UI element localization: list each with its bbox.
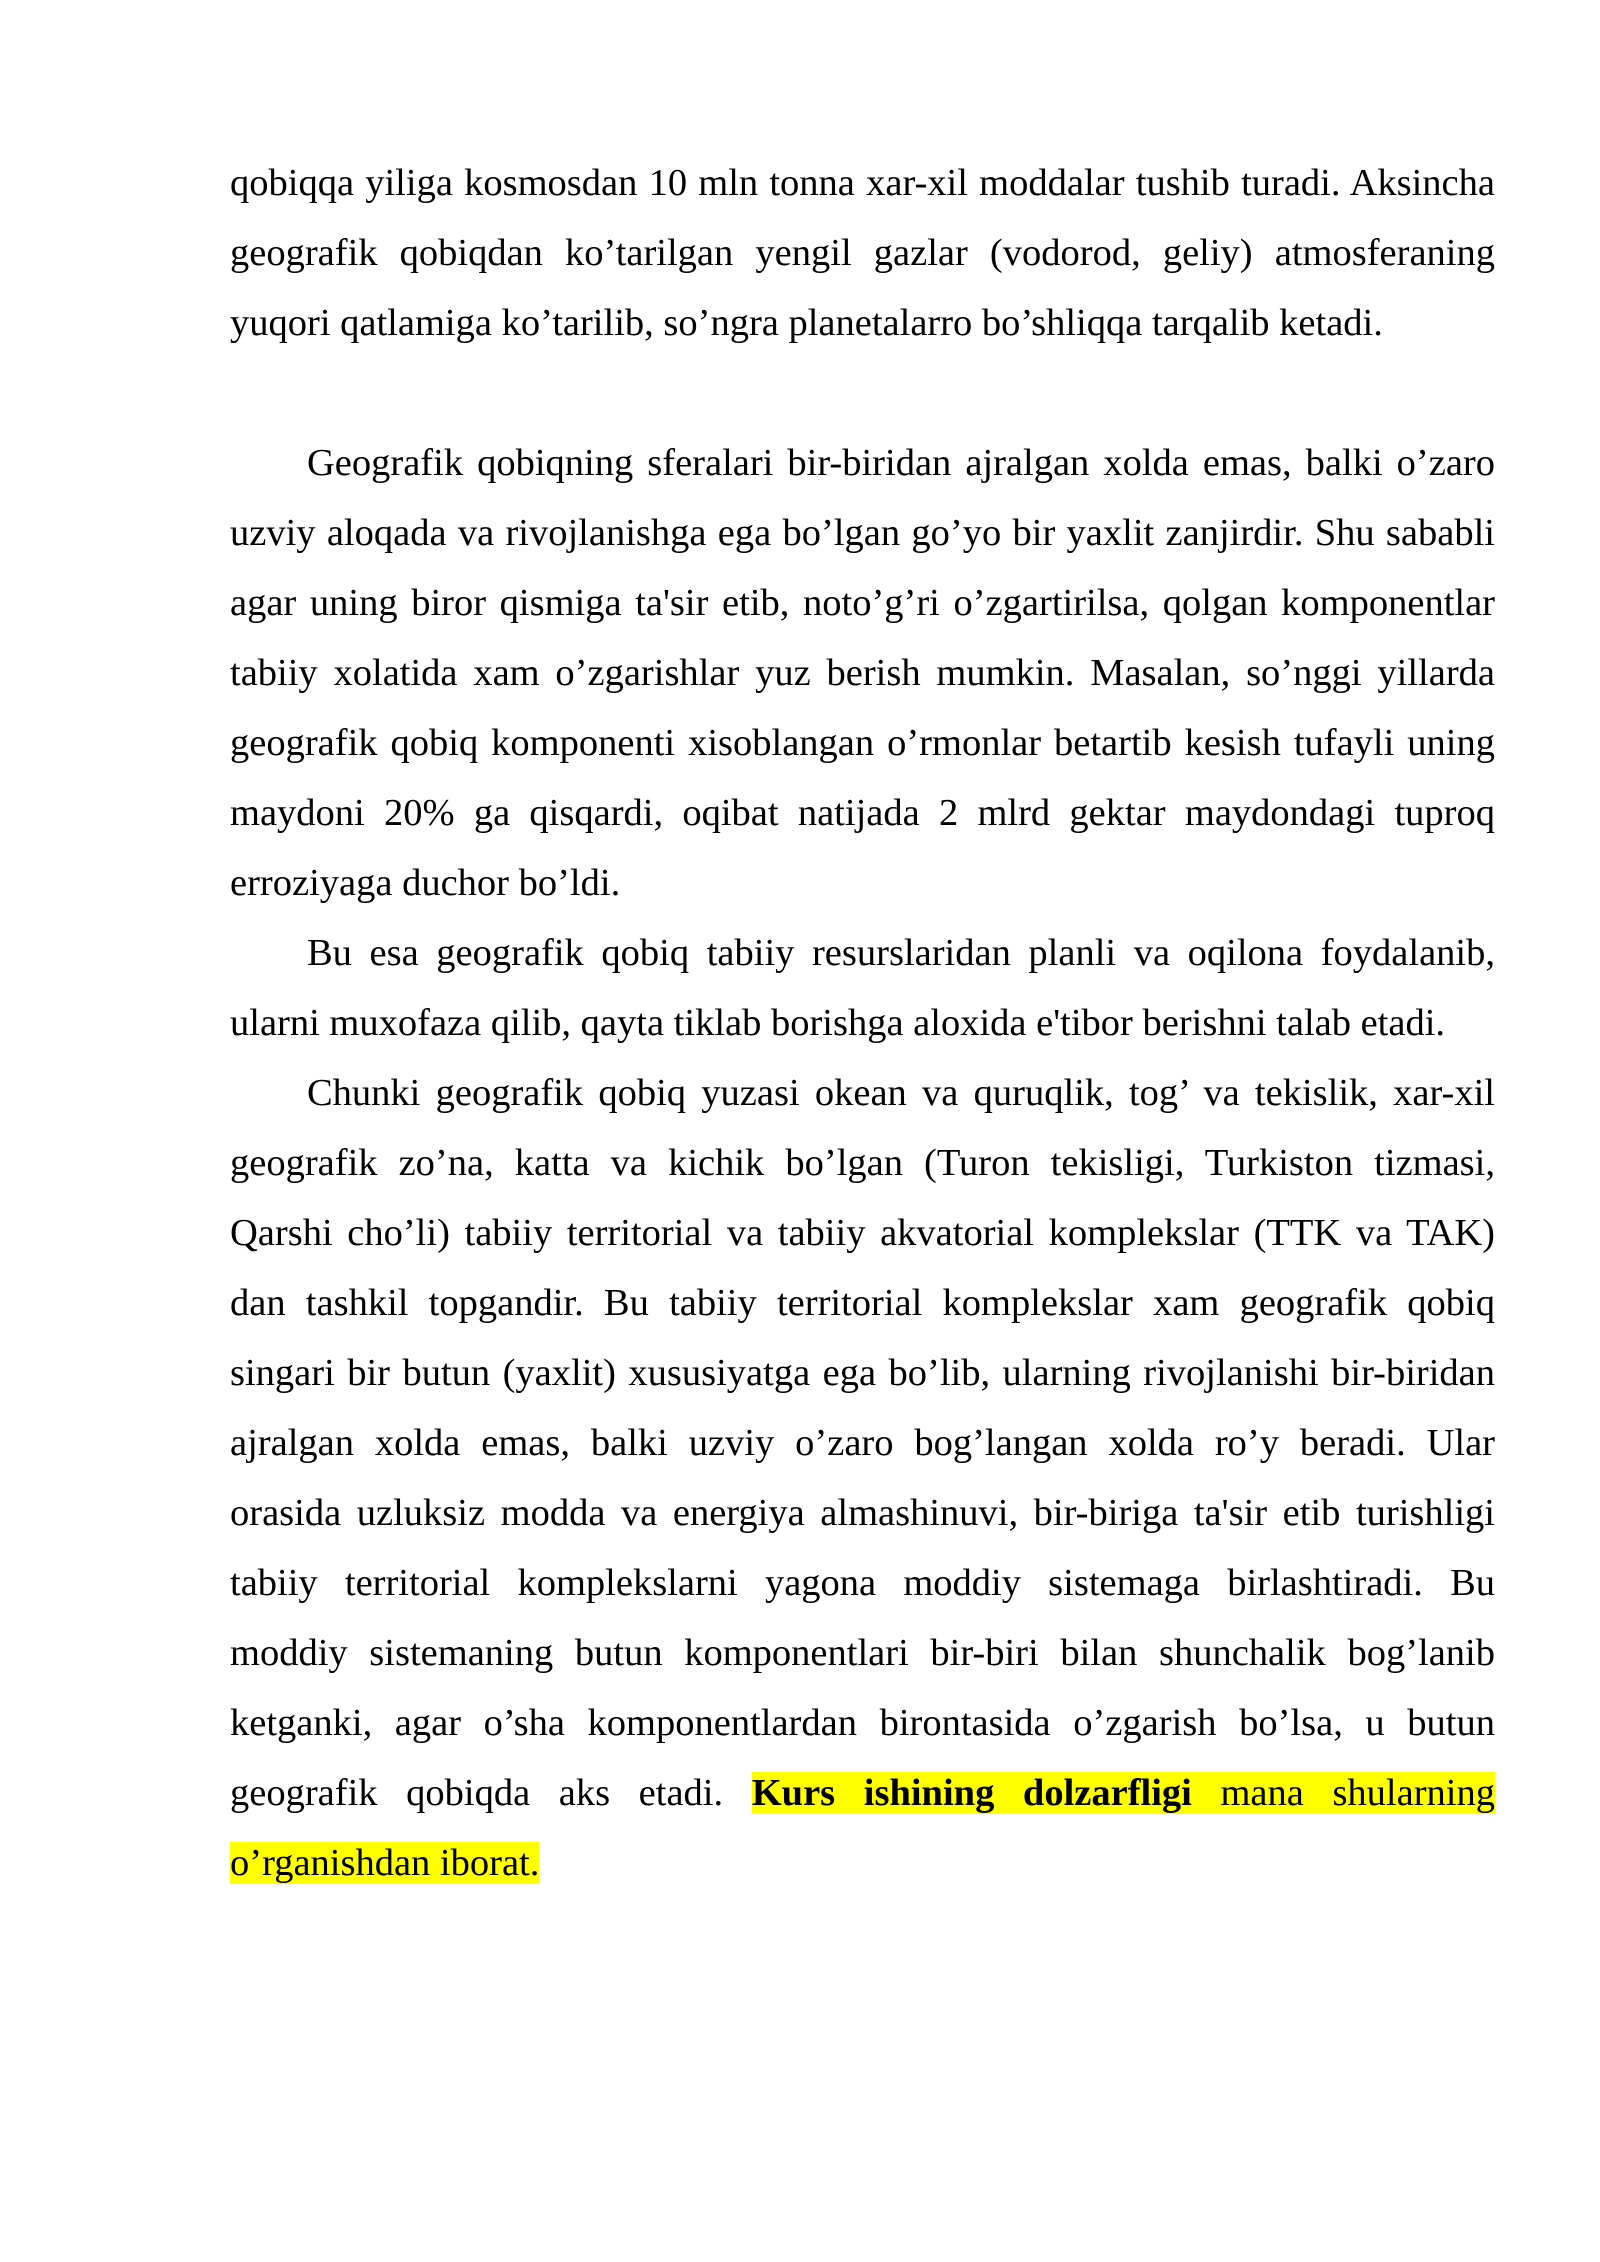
paragraph-2: Geografik qobiqning sferalari bir-biridan ajralgan xolda emas, balki o’zaro uzviy aloqada va rivojlanishga ega bo’lgan go’yo bir yaxlit zanjirdir. Shu sababli agar uning biror qismiga ta'sir etib, noto’g’ri o’zgartirilsa, qolgan komponentlar tabiiy xolatida xam o’zgarishlar yuz berish mumkin. Masalan, so’nggi yillarda geografik qobiq komponenti xisoblangan o’rmonlar betartib kesish tufayli uning maydoni 20% ga qisqardi, oqibat natijada 2 mlrd gektar maydondagi tuproq erroziyaga duchor bo’ldi. bbox=[230, 442, 1495, 904]
paragraph-3: Bu esa geografik qobiq tabiiy resurslaridan planli va oqilona foydalanib, ularni muxofaza qilib, qayta tiklab borishga aloxida e'tibor berishni talab etadi. bbox=[230, 932, 1495, 1044]
highlighted-bold-phrase: Kurs ishining dolzarfligi bbox=[751, 1772, 1192, 1814]
document-page bbox=[230, 148, 1495, 1898]
paragraph-1: qobiqqa yiligа kosmosdan 10 mln tonna xar-xil moddalar tushib turadi. Aksincha geografik qobiqdan ko’tarilgan yengil gazlar (vodorod, geliy) atmosferaning yuqori qatlamiga ko’tarilib, so’ngra planetalarro bo’shliqqa tarqalib ketadi. bbox=[230, 162, 1495, 344]
paragraph-gap bbox=[230, 358, 1495, 428]
paragraph-4 bbox=[230, 1058, 1495, 1898]
highlighted-phrase: mana shularning o’rganishdan iborat. bbox=[230, 1772, 1495, 1884]
paragraph-4-body: Chunki geografik qobiq yuzasi okean va quruqlik, tog’ va tekislik, xar-xil geografik zo’na, katta va kichik bo’lgan (Turon tekisligi, Turkiston tizmasi, Qarshi cho’li) tabiiy territorial va tabiiy akvatorial komplekslar (TTK va TAK) dan tashkil topgandir. Bu tabiiy territorial komplekslar xam geografik qobiq singari bir butun (yaxlit) xususiyatga ega bo’lib, ularning rivojlanishi bir-biridan ajralgan xolda emas, balki uzviy o’zaro bog’langan xolda ro’y beradi. Ular orasida uzluksiz modda va energiya almashinuvi, bir-biriga ta'sir etib turishligi tabiiy territorial komplekslarni yagona moddiy sistemaga birlashtiradi. Bu moddiy sistemaning butun komponentlari bir-biri bilan shunchalik bog’lanib ketganki, agar o’sha komponentlardan birontasida o’zgarish bo’lsa, u butun geografik qobiqda aks etadi. bbox=[230, 1072, 1495, 1814]
